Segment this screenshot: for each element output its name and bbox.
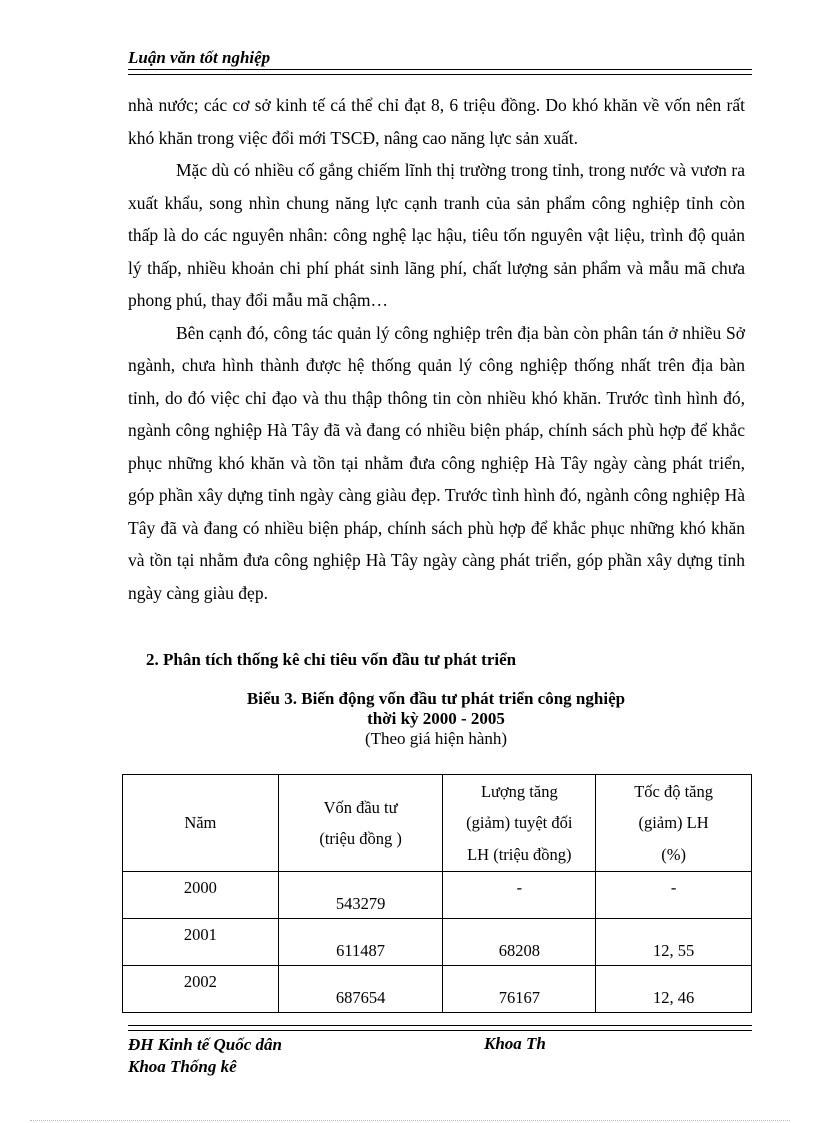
cell-rate: - xyxy=(596,872,752,919)
cell-rate: 12, 55 xyxy=(596,919,752,966)
page-bottom-border xyxy=(30,1120,790,1121)
cell-abs-change: 68208 xyxy=(443,919,596,966)
investment-table xyxy=(122,774,752,1013)
body-text xyxy=(128,89,745,609)
table-row xyxy=(123,966,752,1013)
caption-line-2: thời kỳ 2000 - 2005 xyxy=(367,709,505,728)
caption-line-1: Biểu 3. Biến động vốn đầu tư phát triển công nghiệp xyxy=(246,689,626,708)
footer-middle: Khoa Th xyxy=(484,1034,546,1053)
cell-year: 2001 xyxy=(123,919,279,966)
cell-capital: 687654 xyxy=(278,966,443,1013)
page-header-title: Luận văn tốt nghiệp xyxy=(128,48,271,67)
cell-abs-change: - xyxy=(443,872,596,919)
cell-abs-change: 76167 xyxy=(443,966,596,1013)
paragraph-1: nhà nước; các cơ sở kinh tế cá thể chỉ đạt 8, 6 triệu đồng. Do khó khăn về vốn nên rất khó khăn trong việc đổi mới TSCĐ, nâng cao năng lực sản xuất. xyxy=(128,95,745,148)
cell-rate: 12, 46 xyxy=(596,966,752,1013)
header-capital: Vốn đầu tư (triệu đồng ) xyxy=(278,775,443,872)
header-rule xyxy=(128,69,752,75)
paragraph-3: Bên cạnh đó, công tác quản lý công nghiệp trên địa bàn còn phân tán ở nhiều Sở ngành, chưa hình thành được hệ thống quản lý công nghiệp thống nhất trên địa bàn tỉnh, do đó việc chỉ đạo và thu thập thông tin còn nhiều khó khăn. Trước tình hình đó, ngành công nghiệp Hà Tây đã và đang có nhiều biện pháp, chính sách phù hợp để khắc phục những khó khăn và tồn tại nhằm đưa công nghiệp Hà Tây ngày càng phát triển, góp phần xây dựng tỉnh ngày càng giàu đẹp. Trước tình hình đó, ngành công nghiệp Hà Tây đã và đang có nhiều biện pháp, chính sách phù hợp để khắc phục những khó khăn và tồn tại nhằm đưa công nghiệp Hà Tây ngày càng phát triển, góp phần xây dựng tỉnh ngày càng giàu đẹp. xyxy=(128,322,745,603)
cell-capital: 543279 xyxy=(278,872,443,919)
cell-year: 2000 xyxy=(123,872,279,919)
section-heading: 2. Phân tích thống kê chỉ tiêu vốn đầu tư phát triển xyxy=(146,650,517,669)
cell-capital: 611487 xyxy=(278,919,443,966)
paragraph-2: Mặc dù có nhiều cố gắng chiếm lĩnh thị trường trong tỉnh, trong nước và vươn ra xuất khẩu, song nhìn chung năng lực cạnh tranh của sản phẩm công nghiệp tỉnh còn thấp là do các nguyên nhân: công nghệ lạc hậu, tiêu tốn nguyên vật liệu, trình độ quản lý thấp, nhiều khoản chi phí phát sinh lãng phí, chất lượng sản phẩm và mẫu mã chưa phong phú, thay đổi mẫu mã chậm… xyxy=(128,160,745,310)
footer-rule xyxy=(128,1025,752,1031)
footer-left xyxy=(128,1034,282,1078)
table-header-row xyxy=(123,775,752,872)
header-year: Năm xyxy=(123,775,279,872)
table-row xyxy=(123,919,752,966)
table-caption xyxy=(120,689,752,749)
cell-year: 2002 xyxy=(123,966,279,1013)
header-abs-change: Lượng tăng (giảm) tuyệt đối LH (triệu đồng) xyxy=(443,775,596,872)
header-rate: Tốc độ tăng (giảm) LH (%) xyxy=(596,775,752,872)
footer-university: ĐH Kinh tế Quốc dân xyxy=(128,1035,282,1054)
caption-line-3: (Theo giá hiện hành) xyxy=(364,729,508,748)
table-row xyxy=(123,872,752,919)
footer-department: Khoa Thống kê xyxy=(128,1057,237,1076)
